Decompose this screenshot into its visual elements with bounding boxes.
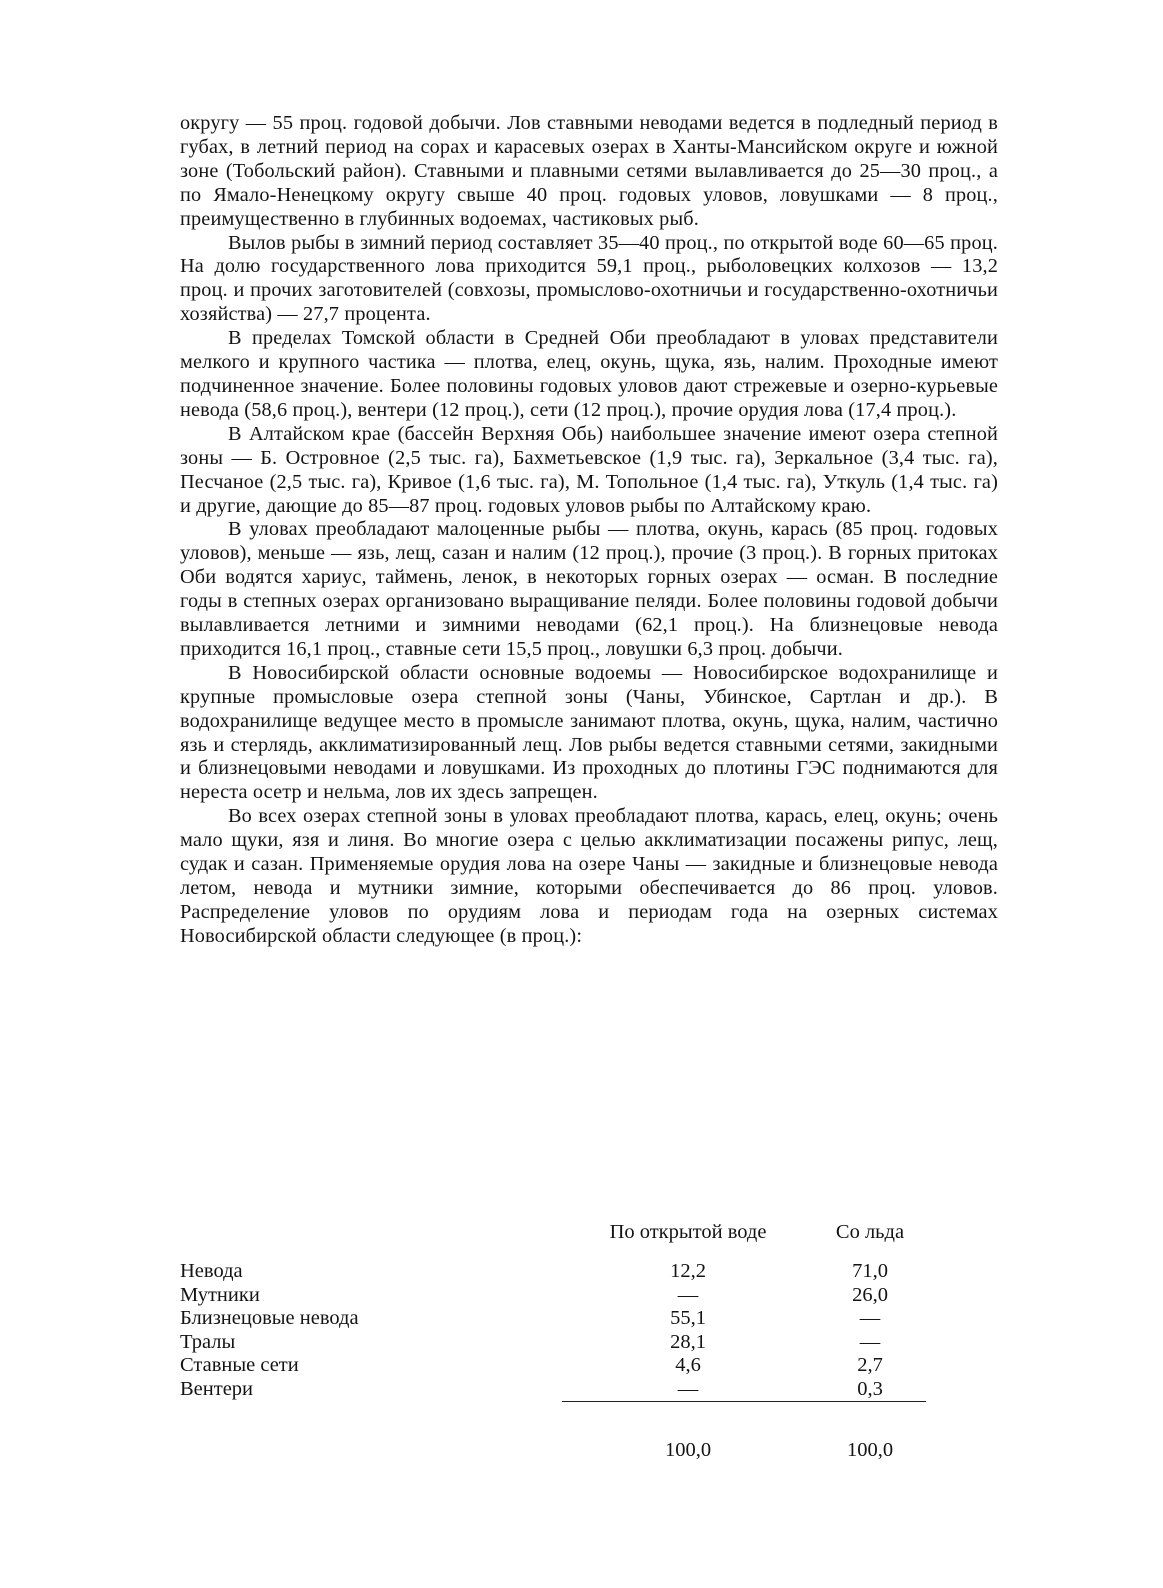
- row-ice: 2,7: [857, 1354, 883, 1376]
- paragraph-6: В Новосибирской области основные водоемы — Новосибирское водохранилище и крупные промысловые озера степной зоны (Чаны, Убинское, Сартлан и др.). В водохранилище ведущее место в промысле занимают плотва, окунь, щука, налим, частично язь и стерлядь, акклиматизированный лещ. Лов рыбы ведется ставными сетями, закидными и близнецовыми неводами и ловушками. Из проходных до плотины ГЭС поднимаются для нереста осетр и нельма, лов их здесь запрещен.: [180, 661, 998, 804]
- page-body: [180, 112, 998, 949]
- paragraph-2: Вылов рыбы в зимний период составляет 35—40 проц., по открытой воде 60—65 проц. На долю государственного лова приходится 59,1 проц., рыболовецких колхозов — 13,2 проц. и прочих заготовителей (совхозы, промыслово-охотничьи и государственно-охотничьи хозяйства) — 27,7 процента.: [180, 231, 998, 326]
- paragraph-3: В пределах Томской области в Средней Оби преобладают в уловах представители мелкого и крупного частика — плотва, елец, окунь, щука, язь, налим. Проходные имеют подчиненное значение. Более половины годовых уловов дают стрежевые и озерно-курьевые невода (58,6 проц.), вентери (12 проц.), сети (12 проц.), прочие орудия лова (17,4 проц.).: [180, 327, 998, 421]
- row-label: Близнецовые невода: [180, 1307, 359, 1329]
- row-open-water: 28,1: [670, 1330, 706, 1353]
- row-ice: 71,0: [852, 1260, 888, 1282]
- row-ice: —: [859, 1307, 881, 1329]
- table-total-row: [180, 1425, 926, 1463]
- row-label: Вентери: [180, 1377, 254, 1400]
- row-label: Ставные сети: [180, 1354, 299, 1376]
- table-row: [180, 1307, 926, 1331]
- row-ice: 26,0: [852, 1283, 888, 1306]
- paragraph-1: округу — 55 проц. годовой добычи. Лов ставными неводами ведется в подледный период в губах, в летний период на сорах и карасевых озерах в Ханты-Мансийском округе и южной зоне (Тобольский район). Ставными и плавными сетями вылавливается до 25—30 проц., а по Ямало-Ненецкому округу свыше 40 проц. годовых уловов, ловушками — 8 проц., преимущественно в глубинных водоемах, частиковых рыб.: [180, 112, 998, 230]
- total-rule: [562, 1402, 926, 1426]
- row-label: Тралы: [180, 1330, 236, 1353]
- header-gear: [180, 1220, 562, 1260]
- table-row: [180, 1260, 926, 1284]
- row-label: Невода: [180, 1260, 243, 1282]
- header-open-water: По открытой воде: [609, 1221, 767, 1243]
- table-row: [180, 1354, 926, 1378]
- table-row: [180, 1284, 926, 1308]
- row-ice: 0,3: [857, 1377, 883, 1400]
- row-open-water: —: [677, 1283, 699, 1306]
- table-row: [180, 1378, 926, 1402]
- paragraph-4: В Алтайском крае (бассейн Верхняя Обь) наибольшее значение имеют озера степной зоны — Б. Островное (2,5 тыс. га), Бахметьевское (1,9 тыс. га), Зеркальное (3,4 тыс. га), Песчаное (2,5 тыс. га), Кривое (1,6 тыс. га), М. Топольное (1,4 тыс. га), Уткуль (1,4 тыс. га) и другие, дающие до 85—87 проц. годовых уловов рыбы по Алтайскому краю.: [180, 422, 998, 517]
- table-row: [180, 1331, 926, 1355]
- total-divider: [180, 1402, 926, 1426]
- catch-distribution-table: [180, 1220, 940, 1463]
- total-open-water: 100,0: [664, 1439, 712, 1461]
- row-open-water: —: [677, 1377, 699, 1400]
- row-ice: —: [859, 1330, 881, 1353]
- table-header-row: [180, 1220, 926, 1260]
- row-label: Мутники: [180, 1283, 260, 1306]
- total-ice: 100,0: [846, 1439, 894, 1461]
- paragraph-7: Во всех озерах степной зоны в уловах преобладают плотва, карась, елец, окунь; очень мало щуки, язя и линя. Во многие озера с целью акклиматизации посажены рипус, лещ, судак и сазан. Применяемые орудия лова на озере Чаны — закидные и близнецовые невода летом, невода и мутники зимние, которыми обеспечивается до 86 проц. уловов. Распределение уловов по орудиям лова и периодам года на озерных системах Новосибирской области следующее (в проц.):: [180, 805, 998, 947]
- row-open-water: 55,1: [670, 1307, 706, 1329]
- total-label: [180, 1425, 562, 1463]
- header-ice: Со льда: [835, 1221, 905, 1243]
- row-open-water: 4,6: [675, 1354, 701, 1376]
- paragraph-5: В уловах преобладают малоценные рыбы — плотва, окунь, карась (85 проц. годовых уловов), меньше — язь, лещ, сазан и налим (12 проц.), прочие (3 проц.). В горных притоках Оби водятся хариус, таймень, ленок, в некоторых горных озерах — осман. В последние годы в степных озерах организовано выращивание пеляди. Более половины годовой добычи вылавливается летними и зимними неводами (62,1 проц.). На близнецовые невода приходится 16,1 проц., ставные сети 15,5 проц., ловушки 6,3 проц. добычи.: [180, 518, 998, 660]
- row-open-water: 12,2: [670, 1260, 706, 1282]
